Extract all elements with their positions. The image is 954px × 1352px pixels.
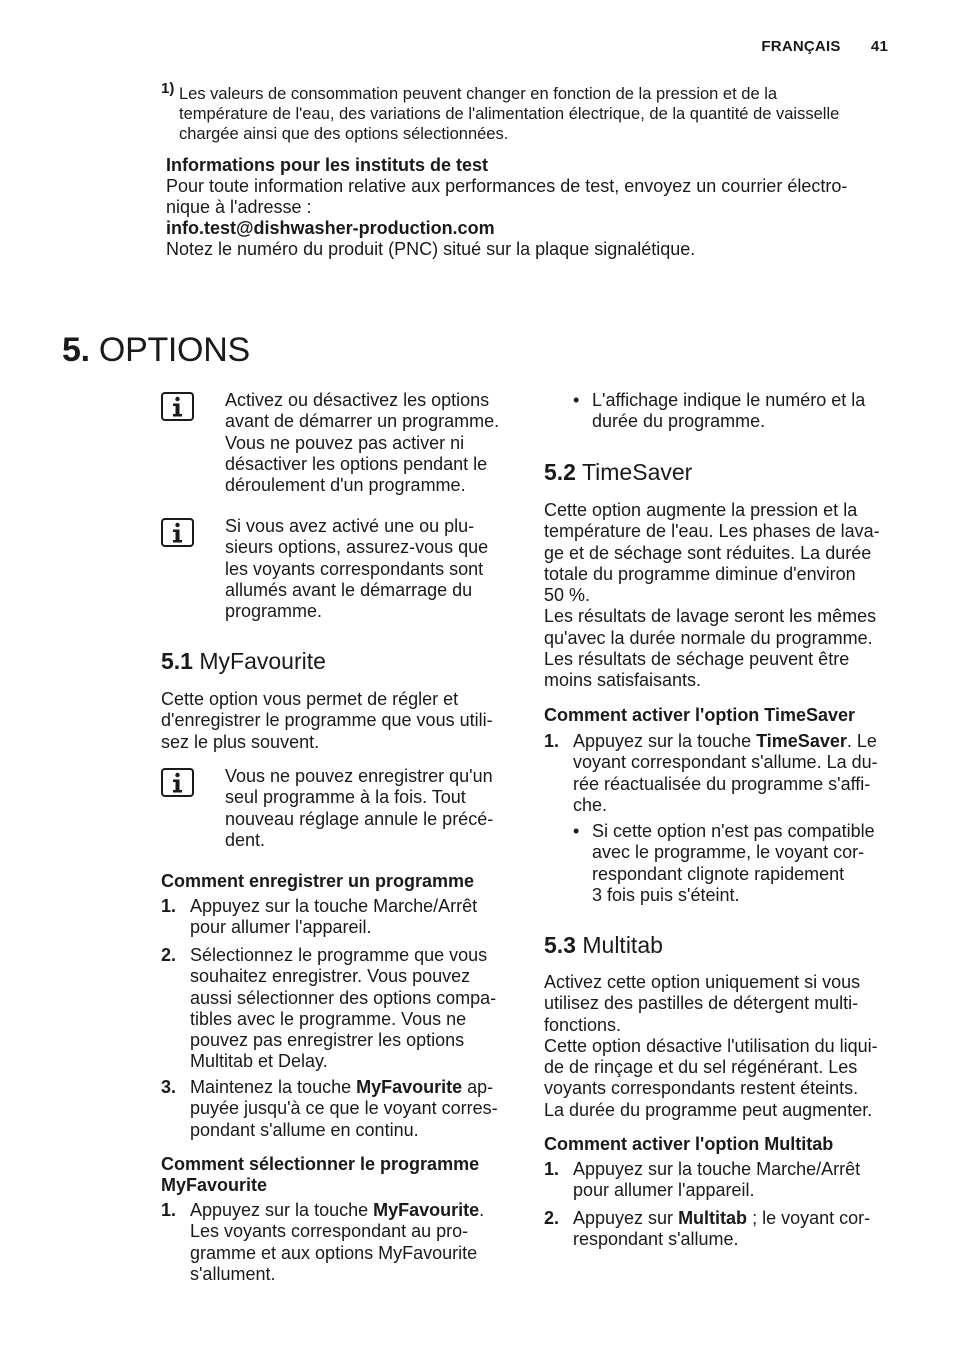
info-icon — [161, 518, 194, 547]
list-text: Appuyez sur la touche Marche/Arrêt pour allumer l'appareil. — [573, 1159, 861, 1201]
test-info-title: Informations pour les instituts de test — [166, 155, 489, 175]
section-title: Multitab — [582, 932, 663, 958]
list-number: 1. — [161, 1200, 177, 1220]
subheading: Comment activer l'option Multitab — [544, 1134, 834, 1154]
paragraph: Cette option augmente la pression et la température de l'eau. Les phases de lava- ge et de séchage sont réduites. La durée totale du programme diminue d'environ 50 %. Les résultats de lavage seront les mêmes qu'avec la durée normale du programme. Les résultats de séchage peuvent être moins satisfaisants. — [544, 500, 880, 691]
footnote-marker: 1) — [161, 80, 175, 97]
list-text: Sélectionnez le programme que vous souhaitez enregistrer. Vous pouvez aussi sélectionner des options compa- tibles avec le programme. Vous ne pouvez pas enregistrer les options Multitab et Delay. — [190, 945, 497, 1072]
subheading: Comment enregistrer un programme — [161, 871, 475, 891]
list-number: 2. — [544, 1208, 560, 1228]
paragraph: Cette option vous permet de régler et d'enregistrer le programme que vous utili- sez le plus souvent. — [161, 689, 493, 752]
test-info-block — [166, 155, 886, 260]
list-number: 3. — [161, 1077, 177, 1097]
section-number: 5.3 — [544, 932, 576, 958]
footnote-line: chargée ainsi que des options sélectionnées. — [179, 125, 509, 143]
test-info-email: info.test@dishwasher-production.com — [166, 218, 495, 238]
info-note-text: Vous ne pouvez enregistrer qu'un seul programme à la fois. Tout nouveau réglage annule le précé- dent. — [225, 766, 494, 850]
bullet-icon: • — [573, 390, 580, 410]
section-heading-timesaver — [544, 459, 692, 485]
list-text: Appuyez sur la touche TimeSaver. Le voyant correspondant s'allume. La du- rée réactualisée du programme s'affi- che. — [573, 731, 878, 815]
section-title: MyFavourite — [199, 648, 326, 674]
section-number: 5.1 — [161, 648, 193, 674]
section-title: TimeSaver — [581, 459, 693, 485]
list-text: Appuyez sur la touche Marche/Arrêt pour allumer l'appareil. — [190, 896, 478, 938]
left-column — [161, 390, 513, 1290]
footnote-line: Les valeurs de consommation peuvent changer en fonction de la pression et de la — [179, 85, 778, 103]
list-number: 1. — [161, 896, 177, 916]
bullet-text: L'affichage indique le numéro et la durée du programme. — [592, 390, 866, 432]
test-info-note: Notez le numéro du produit (PNC) situé sur la plaque signalétique. — [166, 239, 696, 259]
test-info-line: Pour toute information relative aux performances de test, envoyez un courrier électro- — [166, 176, 848, 196]
list-text: Appuyez sur la touche MyFavourite. Les voyants correspondant au pro- gramme et aux options MyFavourite s'allument. — [190, 1200, 485, 1284]
list-text: Maintenez la touche MyFavourite ap- puyée jusqu'à ce que le voyant corres- pondant s'allume en continu. — [190, 1077, 498, 1140]
chapter-number: 5. — [62, 331, 90, 369]
list-text: Appuyez sur Multitab ; le voyant cor- respondant s'allume. — [573, 1208, 871, 1250]
info-icon — [161, 392, 194, 421]
page-number: 41 — [870, 38, 888, 55]
test-info-line: nique à l'adresse : — [166, 197, 312, 217]
section-number: 5.2 — [544, 459, 576, 485]
subheading: Comment sélectionner le programme MyFavourite — [161, 1154, 480, 1196]
footnote-line: température de l'eau, des variations de l'alimentation électrique, de la quantité de vaisselle — [179, 105, 840, 123]
list-number: 1. — [544, 1159, 560, 1179]
page-header — [761, 38, 888, 55]
section-heading-myfavourite — [161, 648, 326, 674]
list-number: 2. — [161, 945, 177, 965]
chapter-name: OPTIONS — [98, 331, 250, 369]
section-heading-multitab — [544, 932, 663, 958]
bullet-icon: • — [573, 821, 580, 841]
bullet-text: Si cette option n'est pas compatible avec le programme, le voyant cor- respondant clignote rapidement 3 fois puis s'éteint. — [592, 821, 875, 905]
language-label: FRANÇAIS — [761, 38, 841, 55]
right-column — [544, 390, 896, 1290]
list-number: 1. — [544, 731, 560, 751]
subheading: Comment activer l'option TimeSaver — [544, 705, 856, 725]
chapter-title — [62, 331, 250, 370]
info-note-text: Si vous avez activé une ou plu- sieurs options, assurez-vous que les voyants correspondants sont allumés avant le démarrage du programme. — [225, 516, 489, 622]
footnote-text — [179, 84, 899, 144]
info-icon — [161, 768, 194, 797]
info-note-text: Activez ou désactivez les options avant de démarrer un programme. Vous ne pouvez pas activer ni désactiver les options pendant le déroulement d'un programme. — [225, 390, 500, 496]
paragraph: Activez cette option uniquement si vous utilisez des pastilles de détergent multi- fonctions. Cette option désactive l'utilisation du liqui- de de rinçage et du sel régénérant. Les voyants correspondants restent éteints. La durée du programme peut augmenter. — [544, 972, 878, 1120]
